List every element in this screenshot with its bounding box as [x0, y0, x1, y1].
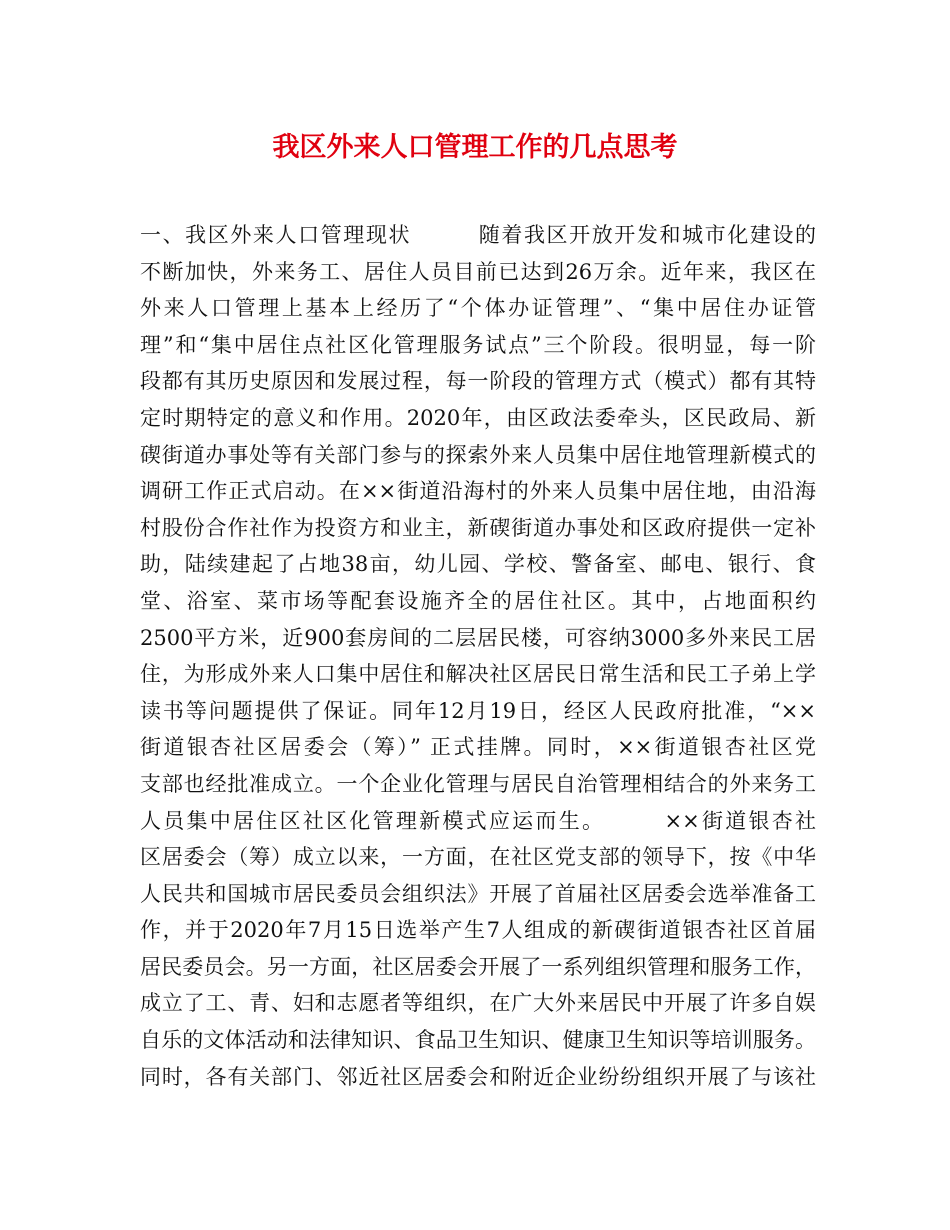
body-line: 自乐的文体活动和法律知识、食品卫生知识、健康卫生知识等培训服务。 — [140, 1028, 816, 1053]
body-line: 外来人口管理上基本上经历了“个体办证管理”、“集中居住办证管 — [140, 296, 816, 321]
body-line: 碶街道办事处等有关部门参与的探索外来人员集中居住地管理新模式的 — [140, 442, 816, 467]
body-line: 人员集中居住区社区化管理新模式应运而生。 ××街道银杏社 — [140, 808, 816, 833]
body-line: 街道银杏社区居委会（筹）” 正式挂牌。同时，××街道银杏社区党 — [140, 735, 816, 760]
body-line: 居民委员会。另一方面，社区居委会开展了一系列组织管理和服务工作， — [140, 954, 816, 979]
body-line: 定时期特定的意义和作用。2020年，由区政法委牵头，区民政局、新 — [140, 405, 816, 430]
body-line: 理”和“集中居住点社区化管理服务试点”三个阶段。很明显，每一阶 — [140, 332, 816, 357]
document-body — [140, 217, 816, 1095]
body-line: 一、我区外来人口管理现状 随着我区开放开发和城市化建设的 — [140, 223, 816, 247]
body-line: 作，并于2020年7月15日选举产生7人组成的新碶街道银杏社区首届 — [140, 918, 816, 943]
body-line: 2500平方米，近900套房间的二层居民楼，可容纳3000多外来民工居 — [140, 625, 816, 650]
body-line: 住，为形成外来人口集中居住和解决社区居民日常生活和民工子弟上学 — [140, 662, 816, 687]
body-line: 人民共和国城市居民委员会组织法》开展了首届社区居委会选举准备工 — [140, 881, 816, 906]
document-title: 我区外来人口管理工作的几点思考 — [272, 132, 678, 163]
body-line: 调研工作正式启动。在××街道沿海村的外来人员集中居住地，由沿海 — [140, 479, 816, 504]
body-line: 同时，各有关部门、邻近社区居委会和附近企业纷纷组织开展了与该社 — [140, 1064, 816, 1089]
body-line: 读书等问题提供了保证。同年12月19日，经区人民政府批准，“×× — [140, 698, 816, 723]
body-line: 助，陆续建起了占地38亩，幼儿园、学校、警备室、邮电、银行、食 — [140, 552, 816, 577]
body-line: 支部也经批准成立。一个企业化管理与居民自治管理相结合的外来务工 — [140, 771, 816, 796]
body-line: 成立了工、青、妇和志愿者等组织，在广大外来居民中开展了许多自娱 — [140, 991, 816, 1016]
body-line: 堂、浴室、菜市场等配套设施齐全的居住社区。其中，占地面积约 — [140, 588, 816, 613]
body-line: 村股份合作社作为投资方和业主，新碶街道办事处和区政府提供一定补 — [140, 515, 816, 540]
body-line: 区居委会（筹）成立以来，一方面，在社区党支部的领导下，按《中华 — [140, 845, 816, 870]
body-line: 不断加快，外来务工、居住人员目前已达到26万余。近年来，我区在 — [140, 259, 816, 284]
body-line: 段都有其历史原因和发展过程，每一阶段的管理方式（模式）都有其特 — [140, 369, 816, 394]
